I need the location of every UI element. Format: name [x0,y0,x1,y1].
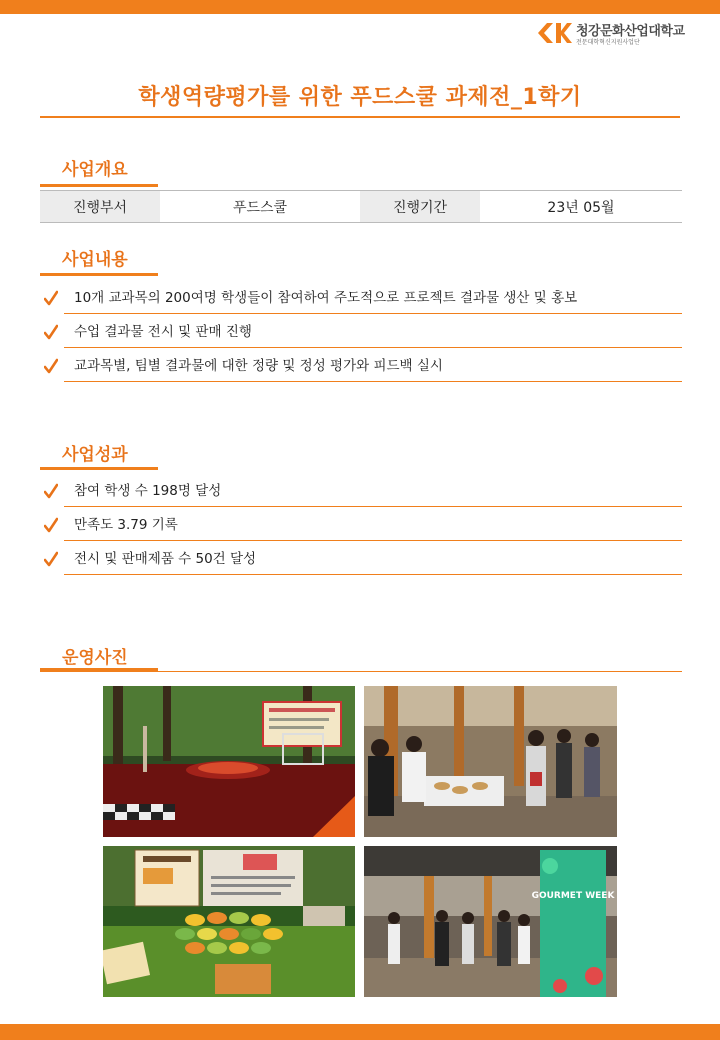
list-item [40,507,682,541]
list-item [40,348,682,382]
list-item-text: 만족도 3.79 기록 [74,517,178,533]
list-divider [64,381,682,382]
top-accent-bar [0,0,720,14]
title-divider [40,116,680,118]
check-icon [44,517,58,533]
photo-forest-display [103,686,355,837]
results-list [40,473,682,575]
period-value: 23년 05월 [547,199,615,216]
check-icon [44,551,58,567]
bottom-accent-bar [0,1024,720,1040]
list-item [40,473,682,507]
dept-value: 푸드스쿨 [232,199,288,216]
period-label: 진행기간 [360,191,480,222]
logo-name: 청강문화산업대학교 [576,24,685,39]
overview-table [40,190,682,223]
photo-indoor-crowd [364,686,617,837]
photos-heading: 운영사진 [62,648,128,668]
banner-text: GOURMET WEEK [531,891,615,901]
list-item-text: 교과목별, 팀별 결과물에 대한 정량 및 정성 평가와 피드백 실시 [74,358,443,374]
list-item [40,541,682,575]
content-list [40,280,682,382]
check-icon [44,324,58,340]
results-heading-underline [40,467,158,470]
overview-heading: 사업개요 [62,160,128,180]
list-item-text: 전시 및 판매제품 수 50건 달성 [74,551,257,567]
list-divider [64,574,682,575]
results-heading: 사업성과 [62,445,128,465]
list-item-text: 수업 결과물 전시 및 판매 진행 [74,324,252,340]
list-item-text: 참여 학생 수 198명 달성 [74,483,222,499]
photo-gourmet-week [364,846,617,997]
photo-macaron-display [103,846,355,997]
page-title: 학생역량평가를 위한 푸드스쿨 과제전_1학기 [138,85,582,110]
list-item [40,280,682,314]
check-icon [44,483,58,499]
photos-divider [40,671,682,672]
content-heading: 사업내용 [62,250,128,270]
check-icon [44,290,58,306]
list-item [40,314,682,348]
overview-heading-underline [40,184,158,187]
university-logo [536,20,686,46]
dept-label: 진행부서 [40,191,160,222]
logo-mark-icon [536,22,572,44]
check-icon [44,358,58,374]
logo-subtitle: 전문대학혁신지원사업단 [576,39,640,46]
list-item-text: 10개 교과목의 200여명 학생들이 참여하여 주도적으로 프로젝트 결과물 생산 및 홍보 [74,290,578,306]
content-heading-underline [40,273,158,276]
